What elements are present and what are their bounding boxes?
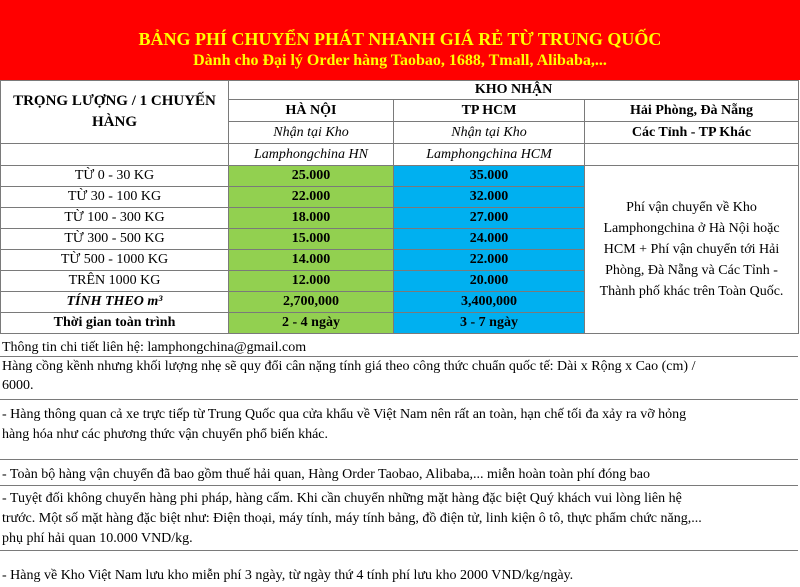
divider	[0, 459, 798, 460]
rate-table	[0, 80, 799, 334]
volume-label: TÍNH THEO m³	[1, 292, 229, 313]
hanoi-subheader-1: Nhận tại Kho	[229, 122, 394, 144]
customs-note-line-1: - Hàng thông quan cả xe trực tiếp từ Trung Quốc qua cửa khẩu về Việt Nam nên rất an toàn, hạn chế tối đa xảy ra vỡ hỏng	[2, 407, 687, 422]
divider	[0, 550, 798, 551]
restricted-goods-line-1: - Tuyệt đối không chuyển hàng phi pháp, hàng cấm. Khi cần chuyển những mặt hàng đặc biệt Quý khách vui lòng liên hệ	[2, 491, 682, 506]
hanoi-rate: 22.000	[229, 187, 394, 208]
hanoi-volume-rate: 2,700,000	[229, 292, 394, 313]
fees-note: - Toàn bộ hàng vận chuyển đã bao gồm thuế hải quan, Hàng Order Taobao, Alibaba,... miễn hoàn toàn phí đóng bao	[2, 467, 650, 482]
empty-cell	[585, 144, 799, 166]
banner-title: BẢNG PHÍ CHUYỂN PHÁT NHANH GIÁ RẺ TỪ TRUNG QUỐC	[138, 29, 662, 49]
hcm-rate: 32.000	[394, 187, 585, 208]
banner-subtitle: Dành cho Đại lý Order hàng Taobao, 1688, Tmall, Alibaba,...	[193, 52, 607, 69]
divider	[0, 399, 798, 400]
contact-line: Thông tin chi tiết liên hệ: lamphongchina@gmail.com	[2, 340, 307, 355]
restricted-goods-line-2: trước. Một số mặt hàng đặc biệt như: Điện thoại, máy tính, máy tính bảng, đồ điện tử, linh kiện ô tô, thực phẩm chức năng,...	[2, 511, 702, 526]
weight-tier: TỪ 30 - 100 KG	[1, 187, 229, 208]
other-cities-header: Hải Phòng, Đà Nẵng	[585, 100, 799, 122]
hanoi-header: HÀ NỘI	[229, 100, 394, 122]
hanoi-subheader-2: Lamphongchina HN	[229, 144, 394, 166]
other-regions-note: Phí vận chuyển về Kho Lamphongchina ở Hà Nội hoặc HCM + Phí vận chuyển tới Hải Phòng, Đà Nẵng và Các Tỉnh - Thành phố khác trên Toàn Quốc.	[585, 166, 799, 334]
hcm-subheader-1: Nhận tại Kho	[394, 122, 585, 144]
weight-tier: TỪ 100 - 300 KG	[1, 208, 229, 229]
bulky-note-line-1: Hàng cồng kềnh nhưng khối lượng nhẹ sẽ quy đổi cân nặng tính giá theo công thức chuẩn quốc tế: Dài x Rộng x Cao (cm) /	[2, 359, 696, 374]
weight-tier: TỪ 300 - 500 KG	[1, 229, 229, 250]
weight-header: TRỌNG LƯỢNG / 1 CHUYẾN HÀNG	[1, 81, 229, 144]
storage-note: - Hàng về Kho Việt Nam lưu kho miễn phí 3 ngày, từ ngày thứ 4 tính phí lưu kho 2000 VND/kg/ngày.	[2, 568, 574, 583]
divider	[0, 485, 798, 486]
hcm-transit-time: 3 - 7 ngày	[394, 313, 585, 334]
hcm-volume-rate: 3,400,000	[394, 292, 585, 313]
hcm-rate: 20.000	[394, 271, 585, 292]
hcm-rate: 27.000	[394, 208, 585, 229]
hanoi-transit-time: 2 - 4 ngày	[229, 313, 394, 334]
bulky-note-line-2: 6000.	[2, 378, 34, 393]
hcm-rate: 24.000	[394, 229, 585, 250]
hcm-subheader-2: Lamphongchina HCM	[394, 144, 585, 166]
other-provinces-header: Các Tỉnh - TP Khác	[585, 122, 799, 144]
receiving-warehouse-header: KHO NHẬN	[229, 81, 799, 100]
weight-tier: TỪ 0 - 30 KG	[1, 166, 229, 187]
weight-tier: TỪ 500 - 1000 KG	[1, 250, 229, 271]
title-banner	[0, 0, 800, 80]
hanoi-rate: 12.000	[229, 271, 394, 292]
customs-note-line-2: hàng hóa như các phương thức vận chuyển phổ biến khác.	[2, 427, 329, 442]
weight-tier: TRÊN 1000 KG	[1, 271, 229, 292]
hanoi-rate: 18.000	[229, 208, 394, 229]
hanoi-rate: 14.000	[229, 250, 394, 271]
hanoi-rate: 15.000	[229, 229, 394, 250]
hanoi-rate: 25.000	[229, 166, 394, 187]
restricted-goods-line-3: phụ phí hải quan 10.000 VND/kg.	[2, 531, 193, 546]
hcm-header: TP HCM	[394, 100, 585, 122]
hcm-rate: 35.000	[394, 166, 585, 187]
empty-cell	[1, 144, 229, 166]
transit-time-label: Thời gian toàn trình	[1, 313, 229, 334]
hcm-rate: 22.000	[394, 250, 585, 271]
